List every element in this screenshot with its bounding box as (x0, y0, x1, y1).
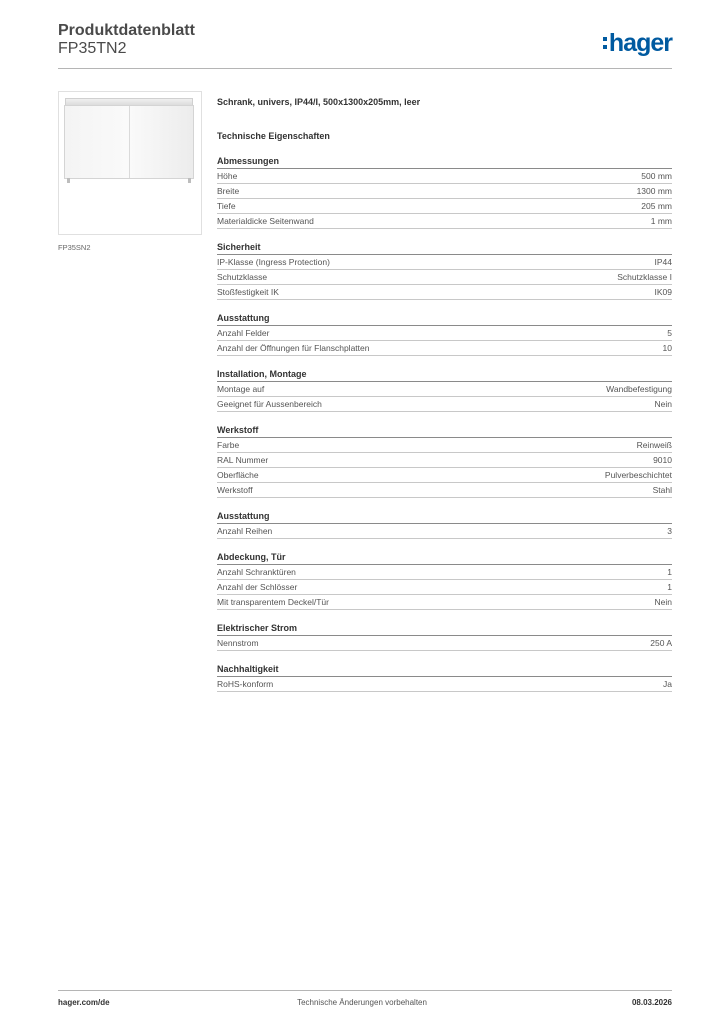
spec-label: Nennstrom (217, 638, 259, 648)
spec-content (217, 96, 672, 692)
spec-value: 205 mm (641, 201, 672, 211)
spec-value: 1 (667, 567, 672, 577)
spec-row (217, 580, 672, 595)
spec-label: Stoßfestigkeit IK (217, 287, 279, 297)
spec-section (217, 368, 672, 412)
cabinet-body-shape (64, 105, 194, 179)
spec-row (217, 199, 672, 214)
spec-sections (217, 155, 672, 692)
spec-section (217, 551, 672, 610)
spec-value: 10 (662, 343, 672, 353)
spec-label: Werkstoff (217, 485, 253, 495)
spec-label: Oberfläche (217, 470, 259, 480)
section-title: Abdeckung, Tür (217, 551, 672, 565)
footer-date: 08.03.2026 (631, 998, 672, 1007)
spec-label: Schutzklasse (217, 272, 268, 282)
spec-value: Stahl (652, 485, 672, 495)
spec-row (217, 453, 672, 468)
spec-row (217, 184, 672, 199)
spec-value: IP44 (654, 257, 672, 267)
logo-dots-icon (603, 37, 607, 49)
spec-value: 1 mm (650, 216, 672, 226)
cabinet-foot-right (188, 178, 191, 183)
footer-disclaimer: Technische Änderungen vorbehalten (297, 998, 427, 1007)
spec-row (217, 285, 672, 300)
section-title: Installation, Montage (217, 368, 672, 382)
spec-row (217, 524, 672, 539)
spec-section (217, 155, 672, 229)
spec-value: Ja (663, 679, 672, 689)
spec-value: 1300 mm (636, 186, 672, 196)
spec-value: Nein (654, 597, 672, 607)
spec-label: Anzahl der Öffnungen für Flanschplatten (217, 343, 370, 353)
spec-row (217, 636, 672, 651)
spec-row (217, 326, 672, 341)
logo-text: hager (608, 29, 672, 57)
spec-section (217, 510, 672, 539)
spec-row (217, 341, 672, 356)
spec-row (217, 382, 672, 397)
spec-label: Mit transparentem Deckel/Tür (217, 597, 329, 607)
spec-value: Nein (654, 399, 672, 409)
spec-row (217, 565, 672, 580)
spec-value: Wandbefestigung (606, 384, 672, 394)
spec-row (217, 483, 672, 498)
section-title: Nachhaltigkeit (217, 663, 672, 677)
spec-label: Montage auf (217, 384, 265, 394)
spec-value: IK09 (654, 287, 672, 297)
spec-row (217, 255, 672, 270)
section-title: Werkstoff (217, 424, 672, 438)
product-code: FP35TN2 (58, 40, 127, 57)
spec-label: IP-Klasse (Ingress Protection) (217, 257, 330, 267)
spec-row (217, 270, 672, 285)
spec-value: 500 mm (641, 171, 672, 181)
spec-section (217, 424, 672, 498)
header-divider (58, 68, 672, 69)
document-title: Produktdatenblatt (58, 22, 195, 39)
spec-value: 3 (667, 526, 672, 536)
tech-heading: Technische Eigenschaften (217, 131, 330, 141)
spec-value: Schutzklasse I (617, 272, 672, 282)
spec-label: Anzahl Reihen (217, 526, 273, 536)
cabinet-door-divider (129, 106, 130, 178)
spec-label: Tiefe (217, 201, 236, 211)
spec-section (217, 312, 672, 356)
spec-value: 5 (667, 328, 672, 338)
spec-section (217, 663, 672, 692)
spec-label: Anzahl der Schlösser (217, 582, 298, 592)
spec-label: Höhe (217, 171, 238, 181)
section-title: Ausstattung (217, 510, 672, 524)
spec-row (217, 397, 672, 412)
spec-label: Breite (217, 186, 240, 196)
spec-value: 1 (667, 582, 672, 592)
footer-website-link[interactable]: hager.com/de (58, 998, 110, 1007)
spec-value: 9010 (653, 455, 672, 465)
spec-row (217, 468, 672, 483)
spec-label: Anzahl Felder (217, 328, 270, 338)
product-name: Schrank, univers, IP44/I, 500x1300x205mm, leer (217, 97, 421, 107)
spec-label: Materialdicke Seitenwand (217, 216, 314, 226)
spec-row (217, 169, 672, 184)
spec-row (217, 677, 672, 692)
spec-value: Reinweiß (636, 440, 672, 450)
cabinet-foot-left (67, 178, 70, 183)
spec-label: Anzahl Schranktüren (217, 567, 296, 577)
footer-divider (58, 990, 672, 991)
hager-logo[interactable] (603, 30, 672, 56)
section-title: Ausstattung (217, 312, 672, 326)
spec-row (217, 438, 672, 453)
spec-section (217, 622, 672, 651)
page-header (58, 20, 672, 68)
spec-row (217, 214, 672, 229)
spec-row (217, 595, 672, 610)
image-caption: FP35SN2 (58, 243, 91, 252)
section-title: Elektrischer Strom (217, 622, 672, 636)
spec-value: 250 A (650, 638, 672, 648)
spec-section (217, 241, 672, 300)
spec-label: Geeignet für Aussenbereich (217, 399, 322, 409)
section-title: Abmessungen (217, 155, 672, 169)
section-title: Sicherheit (217, 241, 672, 255)
product-image (58, 91, 202, 235)
spec-label: RAL Nummer (217, 455, 269, 465)
spec-value: Pulverbeschichtet (604, 470, 672, 480)
spec-label: RoHS-konform (217, 679, 274, 689)
spec-label: Farbe (217, 440, 240, 450)
